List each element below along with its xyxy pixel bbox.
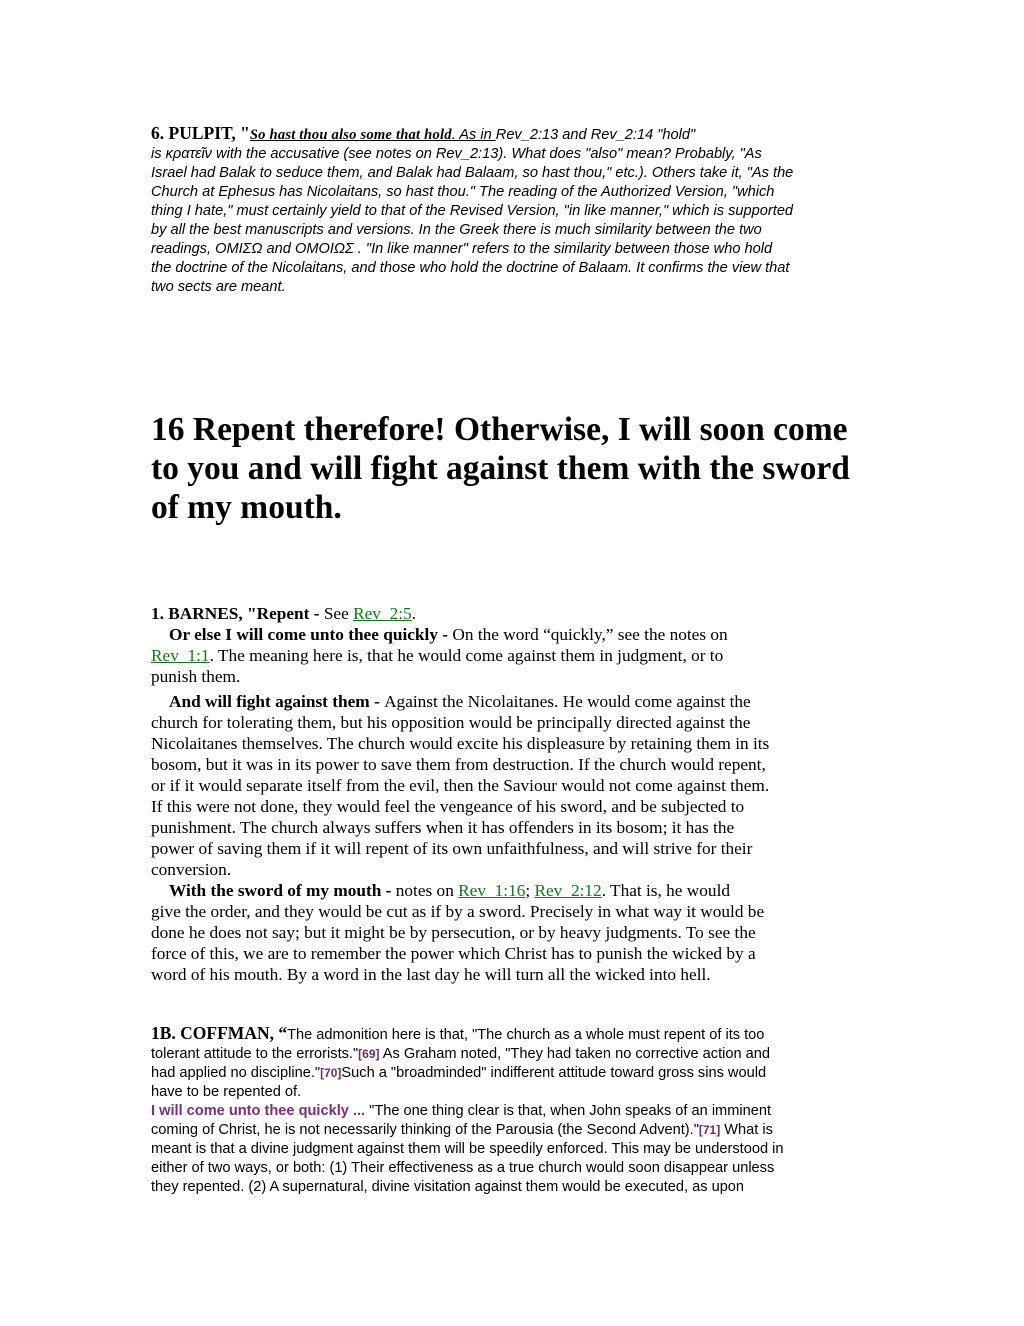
barnes-text: punish them. xyxy=(151,667,241,686)
barnes-text: notes on xyxy=(395,881,459,900)
footnote-ref-70[interactable]: [70] xyxy=(320,1066,342,1080)
barnes-paragraph-repent xyxy=(151,603,875,624)
pulpit-text-line: thing I hate," must certainly yield to that of the Revised Version, "in like manner," which is supported xyxy=(151,203,794,219)
barnes-text: . That is, he would xyxy=(601,881,731,900)
pulpit-commentary xyxy=(151,124,873,297)
coffman-text: The admonition here is that, "The church as a whole must repent of its too xyxy=(287,1027,765,1043)
pulpit-text-line: readings, ΟΜΙΣΩ and ΟΜΟΙΩΣ . "In like manner" refers to the similarity between those who hold xyxy=(151,241,773,257)
barnes-text: bosom, but it was in its power to save them from destruction. If the church would repent, xyxy=(151,755,766,774)
verse-line: to you and will fight against them with the sword xyxy=(151,450,850,487)
barnes-text: If this were not done, they would feel the vengeance of his sword, and be subjected to xyxy=(151,797,745,816)
barnes-text: give the order, and they would be cut as if by a sword. Precisely in what way it would be xyxy=(151,902,765,921)
barnes-text: punishment. The church always suffers when it has offenders in its bosom; it has the xyxy=(151,818,735,837)
barnes-subheading-fight: And will fight against them - xyxy=(169,692,385,711)
coffman-heading: 1B. COFFMAN, “ xyxy=(151,1023,288,1043)
coffman-text: have to be repented of. xyxy=(151,1084,302,1100)
barnes-text: On the word “quickly,” see the notes on xyxy=(452,625,728,644)
coffman-text: coming of Christ, he is not necessarily thinking of the Parousia (the Second Advent)." xyxy=(151,1122,699,1138)
coffman-text: meant is that a divine judgment against them will be speedily enforced. This may be understood in xyxy=(151,1141,784,1157)
barnes-text: or if it would separate itself from the evil, then the Saviour would not come against them. xyxy=(151,776,770,795)
link-rev-2-5[interactable]: Rev_2:5 xyxy=(353,604,412,623)
barnes-subheading-sword: With the sword of my mouth - xyxy=(169,881,396,900)
barnes-text: conversion. xyxy=(151,860,232,879)
pulpit-quote: So hast thou also some that hold xyxy=(249,127,452,143)
coffman-text: had applied no discipline." xyxy=(151,1065,321,1081)
barnes-paragraph-sword xyxy=(151,880,875,985)
pulpit-text-line: Rev_2:13 and Rev_2:14 "hold" xyxy=(495,127,696,143)
coffman-commentary xyxy=(151,1024,873,1197)
barnes-text: Nicolaitanes themselves. The church would excite his displeasure by retaining them in its xyxy=(151,734,770,753)
coffman-text: Such a "broadminded" indifferent attitude toward gross sins would xyxy=(341,1065,767,1081)
pulpit-text-line: is κρατεῖν with the accusative (see notes on Rev_2:13). What does "also" mean? Probably, "As xyxy=(151,146,762,162)
pulpit-as-in: . As in xyxy=(451,127,496,143)
verse-line: 16 Repent therefore! Otherwise, I will soon come xyxy=(151,411,848,448)
barnes-text: force of this, we are to remember the power which Christ has to punish the wicked by a xyxy=(151,944,756,963)
pulpit-text-line: Israel had Balak to seduce them, and Balak had Balaam, so hast thou," etc.). Others take it, "As the xyxy=(151,165,794,181)
link-rev-1-16[interactable]: Rev_1:16 xyxy=(458,881,526,900)
barnes-period: . xyxy=(411,604,416,623)
link-rev-2-12[interactable]: Rev_2:12 xyxy=(534,881,602,900)
barnes-commentary xyxy=(151,603,875,985)
barnes-paragraph-quickly xyxy=(151,624,875,687)
coffman-paragraph-1 xyxy=(151,1024,873,1102)
coffman-text: "The one thing clear is that, when John speaks of an imminent xyxy=(365,1103,772,1119)
coffman-text: What is xyxy=(720,1122,773,1138)
coffman-paragraph-2 xyxy=(151,1102,873,1197)
verse-line: of my mouth. xyxy=(151,489,342,526)
barnes-paragraph-fight xyxy=(151,691,875,880)
coffman-text: tolerant attitude to the errorists." xyxy=(151,1046,359,1062)
barnes-heading: 1. BARNES, "Repent - xyxy=(151,604,324,623)
barnes-text: . The meaning here is, that he would come against them in judgment, or to xyxy=(209,646,724,665)
barnes-text: church for tolerating them, but his opposition would be principally directed against the xyxy=(151,713,751,732)
barnes-text: ; xyxy=(525,881,535,900)
coffman-text: either of two ways, or both: (1) Their effectiveness as a true church would soon disappear unless xyxy=(151,1160,775,1176)
barnes-text: power of saving them if it will repent of its own unfaithfulness, and will strive for their xyxy=(151,839,753,858)
pulpit-text-line: by all the best manuscripts and versions. In the Greek there is much similarity between the two xyxy=(151,222,762,238)
barnes-see-text: See xyxy=(323,604,354,623)
footnote-ref-69[interactable]: [69] xyxy=(358,1047,380,1061)
barnes-text: done he does not say; but it might be by persecution, or by heavy judgments. To see the xyxy=(151,923,756,942)
footnote-ref-71[interactable]: [71] xyxy=(698,1123,721,1137)
coffman-subheading-quickly: I will come unto thee quickly ... xyxy=(151,1103,366,1119)
barnes-text: word of his mouth. By a word in the last day he will turn all the wicked into hell. xyxy=(151,965,711,984)
pulpit-text-line: Church at Ephesus has Nicolaitans, so hast thou." The reading of the Authorized Version, "which xyxy=(151,184,775,200)
coffman-text: they repented. (2) A supernatural, divine visitation against them would be executed, as upon xyxy=(151,1179,745,1195)
pulpit-heading: 6. PULPIT, " xyxy=(151,123,250,143)
pulpit-line-1 xyxy=(151,124,873,145)
pulpit-text-line: two sects are meant. xyxy=(151,279,286,295)
coffman-text: As Graham noted, "They had taken no corrective action and xyxy=(379,1046,771,1062)
link-rev-1-1[interactable]: Rev_1:1 xyxy=(151,646,210,665)
pulpit-text-line: the doctrine of the Nicolaitans, and those who hold the doctrine of Balaam. It confirms the view that xyxy=(151,260,790,276)
barnes-subheading-quickly: Or else I will come unto thee quickly - xyxy=(169,625,453,644)
verse-heading xyxy=(151,410,873,527)
barnes-text: Against the Nicolaitanes. He would come against the xyxy=(384,692,751,711)
